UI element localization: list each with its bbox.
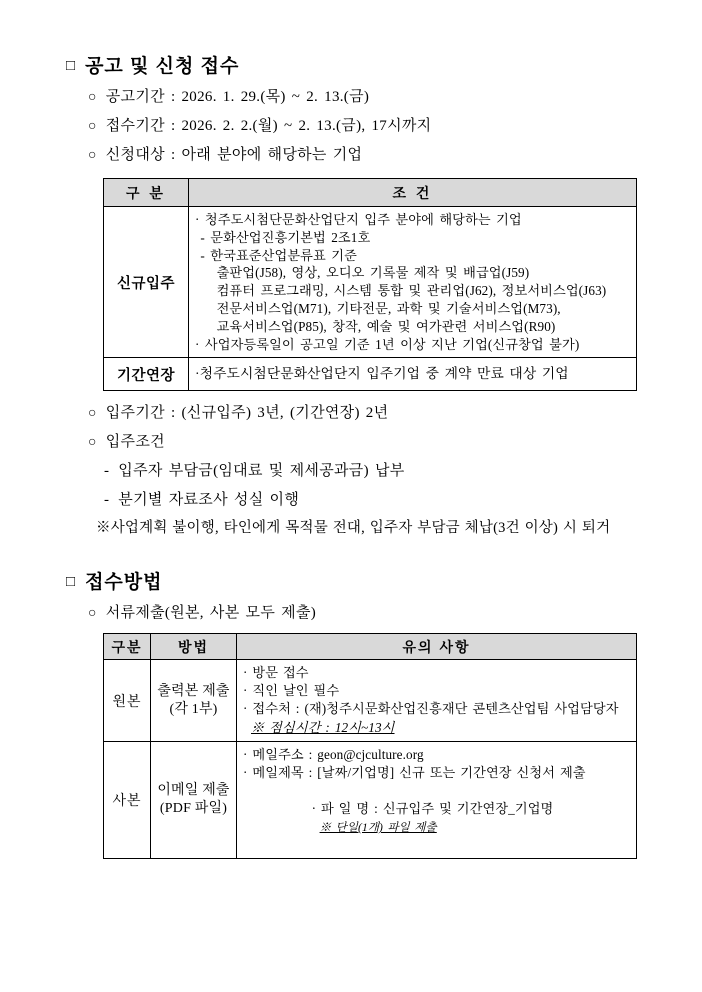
note-line: · 접수처 : (재)청주시문화산업진흥재단 콘텐츠산업팀 사업담당자 xyxy=(243,701,619,717)
dash-tenant-charges xyxy=(104,461,702,482)
circle-bullet-icon: ○ xyxy=(88,90,97,105)
submission-table-header-row xyxy=(104,634,637,660)
condition-line: ·청주도시첨단문화산업단지 입주기업 중 계약 만료 대상 기업 xyxy=(195,366,569,382)
header-cell-condition: 조 건 xyxy=(189,179,637,207)
table-row-period-extension xyxy=(104,358,637,391)
table-row-original xyxy=(104,660,637,742)
tenant-charges-text: 입주자 부담금(임대료 및 제세공과금) 납부 xyxy=(118,463,405,480)
condition-line: 교육서비스업(P85), 창작, 예술 및 여가관련 서비스업(R90) xyxy=(195,318,556,334)
condition-line: - 한국표준산업분류표 기준 xyxy=(195,247,357,263)
cell-notes-copy xyxy=(237,742,637,859)
eligibility-table xyxy=(103,178,637,391)
cell-notes-original xyxy=(237,660,637,742)
dash-quarterly-survey xyxy=(104,490,702,511)
condition-line: 전문서비스업(M71), 기타전문, 과학 및 기술서비스업(M73), xyxy=(195,300,561,316)
row-label-new-occupancy: 신규입주 xyxy=(104,207,189,358)
method-line: 이메일 제출 xyxy=(157,783,230,799)
section2-title-text: 접수방법 xyxy=(85,572,163,594)
header-cell-gubun: 구분 xyxy=(104,634,151,660)
header-cell-category: 구 분 xyxy=(104,179,189,207)
file-name-text: · 파 일 명 : 신규입주 및 기간연장_기업명 xyxy=(311,801,554,817)
note-line-email-subject: · 메일제목 : [날짜/기업명] 신규 또는 기간연장 신청서 제출 xyxy=(243,765,586,781)
condition-line: · 청주도시첨단문화산업단지 입주 분야에 해당하는 기업 xyxy=(195,212,522,227)
condition-line: - 문화산업진흥기본법 2조1호 xyxy=(195,229,371,245)
dash-bullet-icon: - xyxy=(104,492,110,509)
method-line: 출력본 제출 xyxy=(157,683,230,699)
method-line: (PDF 파일) xyxy=(159,801,228,817)
conditions-period-extension xyxy=(189,358,637,391)
cell-method-original xyxy=(151,660,237,742)
circle-bullet-icon: ○ xyxy=(88,606,97,622)
method-line: (각 1부) xyxy=(169,701,218,717)
circle-bullet-icon: ○ xyxy=(88,119,97,134)
dash-bullet-icon: - xyxy=(104,463,110,480)
application-period-text: 접수기간 : 2026. 2. 2.(월) ~ 2. 13.(금), 17시까지 xyxy=(105,118,432,134)
square-bullet-icon: □ xyxy=(66,57,77,74)
header-cell-cautions: 유의 사항 xyxy=(237,634,637,660)
note-eviction: ※사업계획 불이행, 타인에게 목적물 전대, 입주자 부담금 체납(3건 이상) 시 퇴거 xyxy=(96,520,611,537)
section2-title xyxy=(66,570,702,596)
circle-bullet-icon: ○ xyxy=(88,406,97,422)
table-row-copy xyxy=(104,742,637,859)
note-line: · 직인 날인 필수 xyxy=(243,683,340,699)
circle-bullet-icon: ○ xyxy=(88,148,97,163)
condition-line: 컴퓨터 프로그래밍, 시스템 통합 및 관리업(J62), 정보서비스업(J63) xyxy=(195,283,607,299)
bullet-occupancy-period xyxy=(88,403,702,424)
submission-table xyxy=(103,633,637,859)
section1-title xyxy=(66,54,702,80)
cell-category-original: 원본 xyxy=(104,660,151,742)
square-bullet-icon: □ xyxy=(66,573,77,591)
cell-category-copy: 사본 xyxy=(104,742,151,859)
conditions-new-occupancy xyxy=(189,207,637,358)
condition-line: 출판업(J58), 영상, 오디오 기록물 제작 및 배급업(J59) xyxy=(195,265,530,281)
section-announcement xyxy=(0,54,702,538)
header-cell-method: 방법 xyxy=(151,634,237,660)
bullet-application-period xyxy=(88,116,702,137)
bullet-occupancy-conditions xyxy=(88,432,702,453)
circle-bullet-icon: ○ xyxy=(88,435,97,451)
document-submission-text: 서류제출(원본, 사본 모두 제출) xyxy=(105,605,317,622)
cell-method-copy xyxy=(151,742,237,859)
note-line: · 방문 접수 xyxy=(243,665,309,681)
single-file-note: ※ 단일(1개) 파일 제출 xyxy=(319,822,437,835)
occupancy-period-text: 입주기간 : (신규입주) 3년, (기간연장) 2년 xyxy=(105,405,389,422)
bullet-application-target xyxy=(88,145,702,166)
announcement-period-text: 공고기간 : 2026. 1. 29.(목) ~ 2. 13.(금) xyxy=(105,89,370,105)
section-submission-method xyxy=(0,570,702,859)
table-row-new-occupancy xyxy=(104,207,637,358)
condition-line: · 사업자등록일이 공고일 기준 1년 이상 지난 기업(신규창업 불가) xyxy=(195,336,580,352)
bullet-document-submission xyxy=(88,603,702,624)
note-lunch-hours: ※ 점심시간 : 12시~13시 xyxy=(251,720,395,736)
note-line-email-address: · 메일주소 : geon@cjculture.org xyxy=(243,747,424,763)
section1-title-text: 공고 및 신청 접수 xyxy=(85,56,240,77)
eligibility-table-header-row xyxy=(104,179,637,207)
application-target-text: 신청대상 : 아래 분야에 해당하는 기업 xyxy=(105,147,363,163)
note-line-file-name xyxy=(243,782,630,854)
occupancy-conditions-text: 입주조건 xyxy=(105,434,165,451)
row-label-period-extension: 기간연장 xyxy=(104,358,189,391)
quarterly-survey-text: 분기별 자료조사 성실 이행 xyxy=(118,492,300,509)
bullet-announcement-period xyxy=(88,87,702,108)
